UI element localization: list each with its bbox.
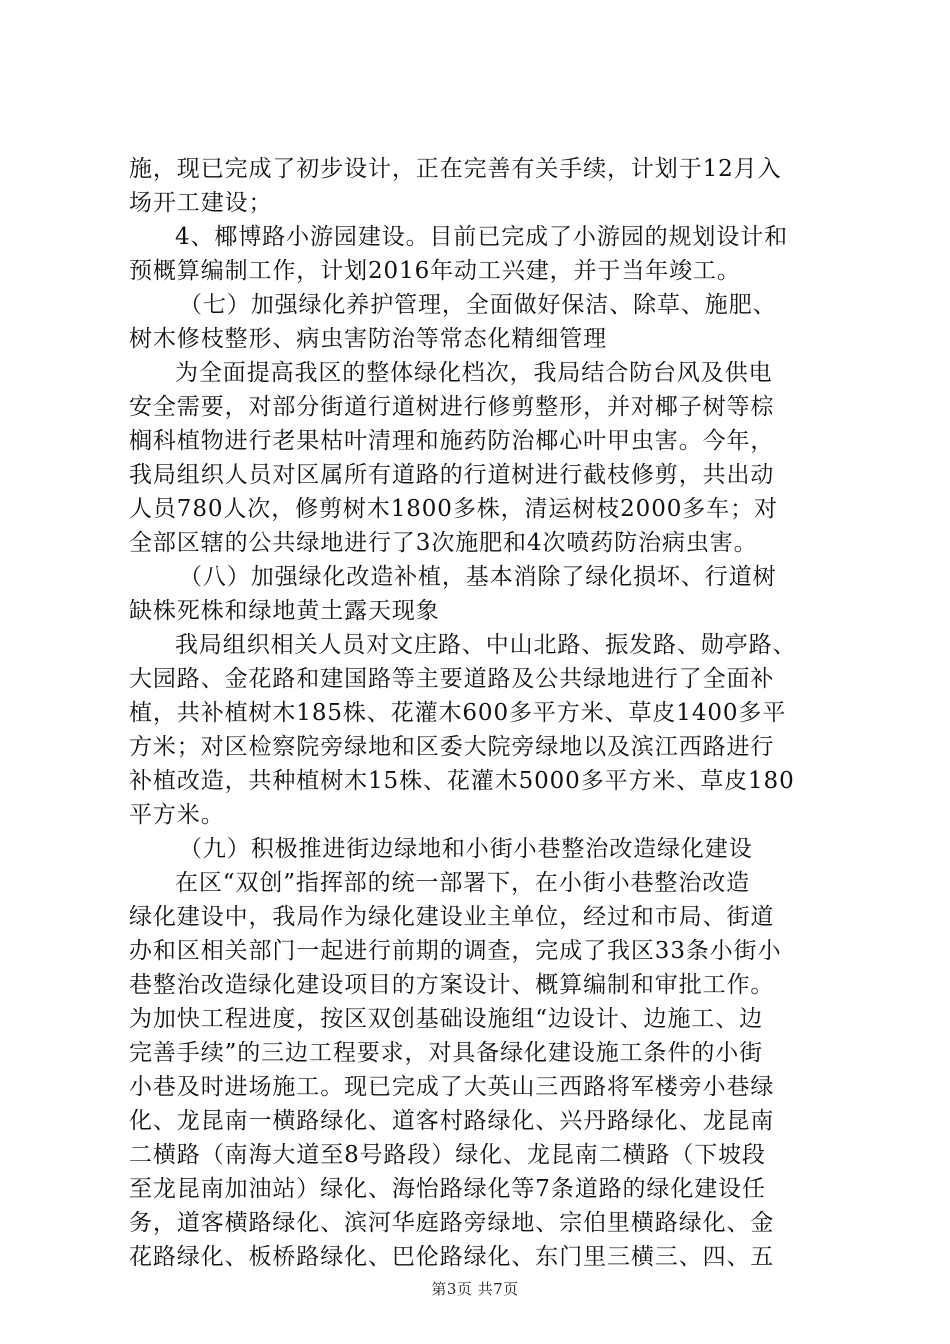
text-line: 二横路（南海大道至8号路段）绿化、龙昆南二横路（下坡段: [129, 1142, 766, 1168]
text-line: 植，共补植树木185株、花灌木600多平方米、草皮1400多平: [129, 700, 787, 726]
text-line: 办和区相关部门一起进行前期的调查，完成了我区33条小街小: [129, 938, 782, 964]
text-line: 我局组织相关人员对文庄路、中山北路、振发路、勋亭路、: [175, 632, 797, 658]
text-line: 为加快工程进度，按区双创基础设施组“边设计、边施工、边: [129, 1006, 764, 1032]
text-line: 在区“双创”指挥部的统一部署下，在小街小巷整治改造: [175, 870, 751, 896]
text-line: 平方米。: [129, 802, 225, 828]
text-line: 务，道客横路绿化、滨河华庭路旁绿地、宗伯里横路绿化、金: [129, 1210, 775, 1236]
text-line: 完善手续”的三边工程要求，对具备绿化建设施工条件的小街: [129, 1040, 764, 1066]
text-line: 施，现已完成了初步设计，正在完善有关手续，计划于12月入: [129, 156, 782, 182]
text-line: 场开工建设；: [129, 190, 273, 216]
page-number-footer: 第3页 共7页: [431, 1280, 519, 1298]
text-line: 绿化建设中，我局作为绿化建设业主单位，经过和市局、街道: [129, 904, 775, 930]
section-heading: （九）积极推进街边绿地和小街小巷整治改造绿化建设: [179, 836, 753, 862]
text-line: 巷整治改造绿化建设项目的方案设计、概算编制和审批工作。: [129, 972, 775, 998]
document-body: [129, 152, 825, 1274]
text-line: 全部区辖的公共绿地进行了3次施肥和4次喷药防治病虫害。: [129, 530, 758, 556]
text-line: 小巷及时进场施工。现已完成了大英山三西路将军楼旁小巷绿: [129, 1074, 775, 1100]
text-line: 花路绿化、板桥路绿化、巴伦路绿化、东门里三横三、四、五: [129, 1244, 775, 1270]
text-line: 预概算编制工作，计划2016年动工兴建，并于当年竣工。: [129, 258, 741, 284]
section-heading-continued: 树木修枝整形、病虫害防治等常态化精细管理: [129, 326, 607, 352]
section-heading: （八）加强绿化改造补植，基本消除了绿化损坏、行道树: [179, 564, 777, 590]
section-heading: （七）加强绿化养护管理，全面做好保洁、除草、施肥、: [179, 292, 777, 318]
text-line: 方米；对区检察院旁绿地和区委大院旁绿地以及滨江西路进行: [129, 734, 775, 760]
text-line: 化、龙昆南一横路绿化、道客村路绿化、兴丹路绿化、龙昆南: [129, 1108, 775, 1134]
section-heading-continued: 缺株死株和绿地黄土露天现象: [129, 598, 440, 624]
text-line: 人员780人次，修剪树木1800多株，清运树枝2000多车；对: [129, 496, 778, 522]
text-line: 榈科植物进行老果枯叶清理和施药防治椰心叶甲虫害。今年，: [129, 428, 775, 454]
text-line: 至龙昆南加油站）绿化、海怡路绿化等7条道路的绿化建设任: [129, 1176, 766, 1202]
text-line: 我局组织人员对区属所有道路的行道树进行截枝修剪，共出动: [129, 462, 775, 488]
text-line: 大园路、金花路和建国路等主要道路及公共绿地进行了全面补: [129, 666, 775, 692]
text-line: 为全面提高我区的整体绿化档次，我局结合防台风及供电: [175, 360, 773, 386]
text-line: 安全需要，对部分街道行道树进行修剪整形，并对椰子树等棕: [129, 394, 775, 420]
text-line: 4、椰博路小游园建设。目前已完成了小游园的规划设计和: [175, 224, 789, 250]
text-line: 补植改造，共种植树木15株、花灌木5000多平方米、草皮180: [129, 768, 795, 794]
